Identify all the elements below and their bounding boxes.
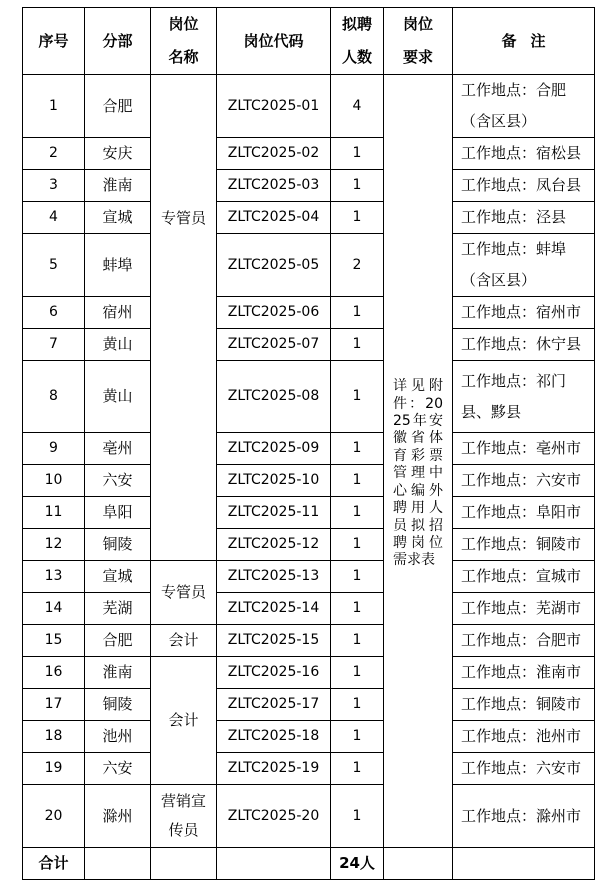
table-row xyxy=(23,657,595,689)
count-cell: 1 xyxy=(331,297,384,329)
header-branch: 分部 xyxy=(85,8,151,75)
remarks-cell: 工作地点：宿松县 xyxy=(453,138,595,170)
header-index: 序号 xyxy=(23,8,85,75)
remarks-cell: 工作地点：池州市 xyxy=(453,721,595,753)
table-row xyxy=(23,561,595,593)
remarks-cell: 工作地点：合肥（含区县） xyxy=(453,75,595,138)
remarks-cell: 工作地点：阜阳市 xyxy=(453,497,595,529)
index-cell: 12 xyxy=(23,529,85,561)
remarks-cell: 工作地点：蚌埠（含区县） xyxy=(453,234,595,297)
code-cell: ZLTC2025-01 xyxy=(217,75,331,138)
count-cell: 1 xyxy=(331,753,384,785)
table-row xyxy=(23,138,595,170)
branch-cell: 合肥 xyxy=(85,75,151,138)
position-cell: 会计 xyxy=(151,657,217,785)
header-requirement xyxy=(384,8,453,75)
branch-cell: 安庆 xyxy=(85,138,151,170)
code-cell: ZLTC2025-09 xyxy=(217,433,331,465)
branch-cell: 滁州 xyxy=(85,785,151,848)
branch-cell: 池州 xyxy=(85,721,151,753)
index-cell: 7 xyxy=(23,329,85,361)
branch-cell: 黄山 xyxy=(85,361,151,433)
branch-cell: 宣城 xyxy=(85,561,151,593)
branch-cell: 铜陵 xyxy=(85,689,151,721)
remarks-cell: 工作地点：芜湖市 xyxy=(453,593,595,625)
position-cell: 会计 xyxy=(151,625,217,657)
code-cell: ZLTC2025-19 xyxy=(217,753,331,785)
branch-cell: 淮南 xyxy=(85,170,151,202)
remarks-cell: 工作地点：泾县 xyxy=(453,202,595,234)
index-cell: 10 xyxy=(23,465,85,497)
table-row xyxy=(23,785,595,848)
position-name: 营销宣传员 xyxy=(160,792,206,839)
code-cell: ZLTC2025-07 xyxy=(217,329,331,361)
table-row xyxy=(23,497,595,529)
index-cell: 11 xyxy=(23,497,85,529)
count-cell: 1 xyxy=(331,138,384,170)
index-cell: 4 xyxy=(23,202,85,234)
total-empty-cell xyxy=(151,848,217,880)
header-code: 岗位代码 xyxy=(217,8,331,75)
remarks-cell: 工作地点：祁门县、黟县 xyxy=(453,361,595,433)
header-position-label: 岗位名称 xyxy=(168,15,199,66)
total-count: 24人 xyxy=(331,848,384,880)
header-position xyxy=(151,8,217,75)
position-cell: 专管员 xyxy=(151,561,217,625)
index-cell: 15 xyxy=(23,625,85,657)
count-cell: 1 xyxy=(331,497,384,529)
count-cell: 1 xyxy=(331,465,384,497)
remarks-cell: 工作地点：亳州市 xyxy=(453,433,595,465)
branch-cell: 宿州 xyxy=(85,297,151,329)
count-cell: 2 xyxy=(331,234,384,297)
index-cell: 19 xyxy=(23,753,85,785)
index-cell: 13 xyxy=(23,561,85,593)
branch-cell: 黄山 xyxy=(85,329,151,361)
code-cell: ZLTC2025-03 xyxy=(217,170,331,202)
index-cell: 14 xyxy=(23,593,85,625)
remarks-cell: 工作地点：滁州市 xyxy=(453,785,595,848)
remarks-cell: 工作地点：铜陵市 xyxy=(453,689,595,721)
code-cell: ZLTC2025-15 xyxy=(217,625,331,657)
index-cell: 3 xyxy=(23,170,85,202)
branch-cell: 六安 xyxy=(85,753,151,785)
table-row xyxy=(23,465,595,497)
remarks-cell: 工作地点：六安市 xyxy=(453,465,595,497)
remarks-cell: 工作地点：铜陵市 xyxy=(453,529,595,561)
index-cell: 6 xyxy=(23,297,85,329)
index-cell: 17 xyxy=(23,689,85,721)
code-cell: ZLTC2025-06 xyxy=(217,297,331,329)
code-cell: ZLTC2025-11 xyxy=(217,497,331,529)
count-cell: 1 xyxy=(331,170,384,202)
count-cell: 1 xyxy=(331,657,384,689)
table-row xyxy=(23,753,595,785)
table-row xyxy=(23,433,595,465)
total-label: 合计 xyxy=(23,848,85,880)
position-cell xyxy=(151,785,217,848)
branch-cell: 亳州 xyxy=(85,433,151,465)
header-remarks: 备注 xyxy=(453,8,595,75)
code-cell: ZLTC2025-20 xyxy=(217,785,331,848)
branch-cell: 铜陵 xyxy=(85,529,151,561)
position-cell: 专管员 xyxy=(151,75,217,561)
index-cell: 2 xyxy=(23,138,85,170)
index-cell: 9 xyxy=(23,433,85,465)
remarks-cell: 工作地点：宣城市 xyxy=(453,561,595,593)
count-cell: 4 xyxy=(331,75,384,138)
count-cell: 1 xyxy=(331,329,384,361)
total-empty-cell xyxy=(85,848,151,880)
table-row xyxy=(23,170,595,202)
code-cell: ZLTC2025-05 xyxy=(217,234,331,297)
header-count-label: 拟聘人数 xyxy=(341,15,372,66)
branch-cell: 六安 xyxy=(85,465,151,497)
table-row xyxy=(23,625,595,657)
header-row xyxy=(23,8,595,75)
recruitment-table xyxy=(22,7,595,880)
table-row xyxy=(23,234,595,297)
branch-cell: 淮南 xyxy=(85,657,151,689)
table-row xyxy=(23,361,595,433)
total-empty-cell xyxy=(384,848,453,880)
remarks-cell: 工作地点：休宁县 xyxy=(453,329,595,361)
count-cell: 1 xyxy=(331,202,384,234)
table-row xyxy=(23,202,595,234)
count-cell: 1 xyxy=(331,433,384,465)
code-cell: ZLTC2025-12 xyxy=(217,529,331,561)
count-cell: 1 xyxy=(331,561,384,593)
branch-cell: 合肥 xyxy=(85,625,151,657)
total-empty-cell xyxy=(453,848,595,880)
index-cell: 16 xyxy=(23,657,85,689)
branch-cell: 阜阳 xyxy=(85,497,151,529)
count-cell: 1 xyxy=(331,529,384,561)
remarks-cell: 工作地点：合肥市 xyxy=(453,625,595,657)
code-cell: ZLTC2025-18 xyxy=(217,721,331,753)
code-cell: ZLTC2025-04 xyxy=(217,202,331,234)
count-cell: 1 xyxy=(331,721,384,753)
table-row xyxy=(23,529,595,561)
code-cell: ZLTC2025-16 xyxy=(217,657,331,689)
total-empty-cell xyxy=(217,848,331,880)
code-cell: ZLTC2025-17 xyxy=(217,689,331,721)
remarks-cell: 工作地点：淮南市 xyxy=(453,657,595,689)
table-row xyxy=(23,329,595,361)
index-cell: 18 xyxy=(23,721,85,753)
table-row xyxy=(23,689,595,721)
count-cell: 1 xyxy=(331,593,384,625)
remarks-cell: 工作地点：凤台县 xyxy=(453,170,595,202)
index-cell: 8 xyxy=(23,361,85,433)
code-cell: ZLTC2025-10 xyxy=(217,465,331,497)
index-cell: 20 xyxy=(23,785,85,848)
index-cell: 5 xyxy=(23,234,85,297)
count-cell: 1 xyxy=(331,689,384,721)
total-row xyxy=(23,848,595,880)
header-requirement-label: 岗位要求 xyxy=(402,15,433,66)
table-row xyxy=(23,593,595,625)
branch-cell: 蚌埠 xyxy=(85,234,151,297)
requirement-cell: 详见附件：2025年安徽省体育彩票管理中心编外聘用人员拟招聘岗位需求表 xyxy=(384,75,453,848)
branch-cell: 芜湖 xyxy=(85,593,151,625)
table-row xyxy=(23,297,595,329)
table-row xyxy=(23,721,595,753)
count-cell: 1 xyxy=(331,785,384,848)
remarks-cell: 工作地点：六安市 xyxy=(453,753,595,785)
code-cell: ZLTC2025-14 xyxy=(217,593,331,625)
branch-cell: 宣城 xyxy=(85,202,151,234)
count-cell: 1 xyxy=(331,625,384,657)
code-cell: ZLTC2025-08 xyxy=(217,361,331,433)
table-row xyxy=(23,75,595,138)
count-cell: 1 xyxy=(331,361,384,433)
code-cell: ZLTC2025-13 xyxy=(217,561,331,593)
header-count xyxy=(331,8,384,75)
index-cell: 1 xyxy=(23,75,85,138)
code-cell: ZLTC2025-02 xyxy=(217,138,331,170)
remarks-cell: 工作地点：宿州市 xyxy=(453,297,595,329)
